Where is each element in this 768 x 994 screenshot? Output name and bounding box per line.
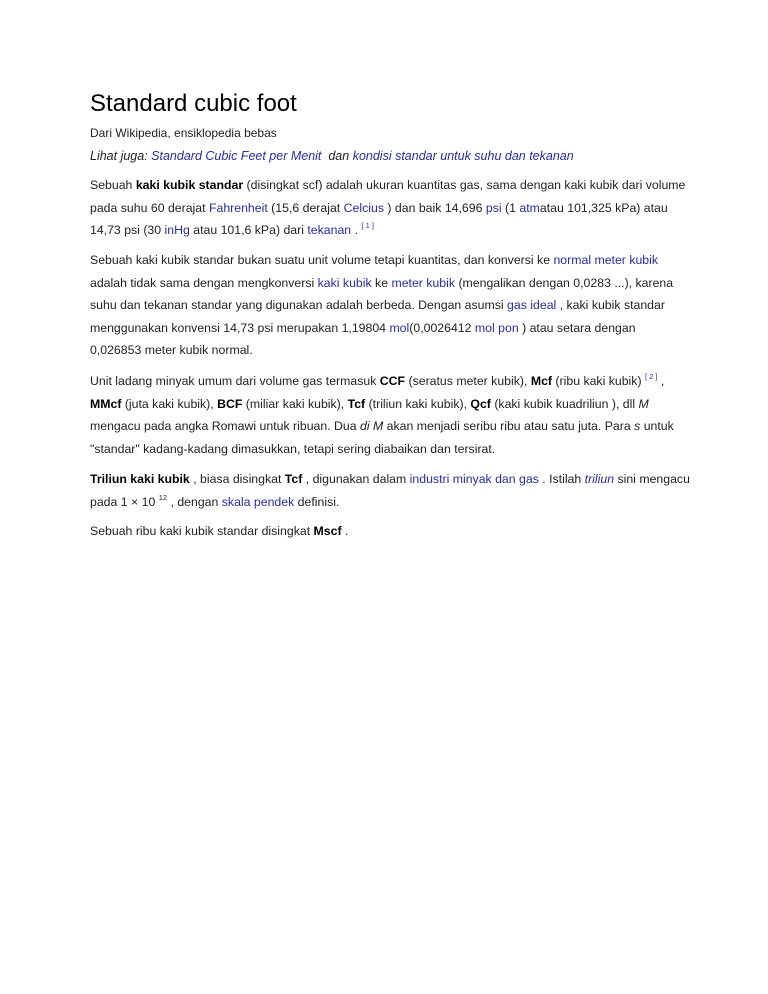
text: ke <box>371 275 392 290</box>
link-normal-meter-kubik[interactable]: normal meter kubik <box>553 253 659 267</box>
link-standard-cubic-feet-per-menit[interactable]: Standard Cubic Feet per Menit <box>151 149 322 163</box>
text: atau 101,6 kPa) dari <box>189 223 308 237</box>
bold-term: Qcf <box>470 396 491 411</box>
link-mol[interactable]: mol <box>389 320 410 335</box>
text: Sebuah ribu kaki kubik standar disingkat <box>90 524 314 538</box>
bold-term: Mcf <box>530 374 553 388</box>
text: Sebuah <box>90 178 136 192</box>
link-industri-minyak-dan-gas[interactable]: industri minyak dan gas <box>409 472 539 486</box>
text: , <box>657 374 665 388</box>
text: (miliar kaki kubik), <box>242 396 348 411</box>
bold-term: Tcf <box>284 472 303 486</box>
reference-1[interactable]: [ 1 ] <box>361 221 374 230</box>
text: Unit ladang minyak umum dari volume gas termasuk <box>90 374 380 388</box>
text: (triliun kaki kubik), <box>365 396 471 411</box>
italic-term: di M <box>360 419 384 433</box>
bold-term: CCF <box>379 374 406 388</box>
text: . <box>341 524 349 538</box>
text: ) atau setara dengan 0,026853 meter kubik normal. <box>90 320 636 357</box>
bold-term: Tcf <box>347 396 366 411</box>
paragraph-3 <box>90 370 690 460</box>
text: , digunakan dalam <box>302 472 410 486</box>
bold-term: kaki kubik standar <box>135 178 244 192</box>
text: Sebuah kaki kubik standar bukan suatu unit volume tetapi kuantitas, dan konversi ke <box>90 253 554 267</box>
text: (disingkat scf) adalah ukuran kuantitas gas, sama dengan kaki kubik dari volume pada suhu 60 derajat <box>90 178 686 215</box>
exponent: 12 <box>158 492 168 502</box>
text: , kaki kubik standar menggunakan konvensi 14,73 psi merupakan 1,19804 <box>90 298 665 335</box>
text: (juta kaki kubik), <box>121 396 218 411</box>
reference-2[interactable]: [ 2 ] <box>644 372 658 381</box>
text: (0,0026412 <box>409 320 475 335</box>
link-celcius[interactable]: Celcius <box>343 200 384 215</box>
see-also-mid: dan <box>328 149 350 163</box>
text: (15,6 derajat <box>267 200 344 215</box>
text: untuk "standar" kadang-kadang dimasukkan, tetapi sering diabaikan dan tersirat. <box>90 419 674 456</box>
paragraph-5 <box>90 520 690 543</box>
link-kondisi-standar[interactable]: kondisi standar untuk suhu dan tekanan <box>352 149 574 163</box>
paragraph-4 <box>90 468 690 513</box>
text: atau 101,325 kPa) atau 14,73 psi (30 <box>90 200 668 237</box>
bold-term: Mscf <box>313 524 342 538</box>
text: , dengan <box>167 494 222 509</box>
text: . <box>351 223 362 237</box>
page-title: Standard cubic foot <box>90 90 297 117</box>
text: mengacu pada angka Romawi untuk ribuan. Dua <box>90 419 361 433</box>
see-also-hatnote <box>90 147 574 165</box>
italic-term: M <box>638 396 649 411</box>
text: definisi. <box>294 494 340 509</box>
link-inhg[interactable]: inHg <box>164 223 190 237</box>
link-mol-pon[interactable]: mol pon <box>474 320 519 335</box>
italic-term: s <box>634 419 641 433</box>
link-atm[interactable]: atm <box>519 200 540 215</box>
link-tekanan[interactable]: tekanan <box>307 223 352 237</box>
paragraph-1 <box>90 174 690 242</box>
text: akan menjadi seribu ribu atau satu juta. Para <box>383 419 635 433</box>
text: (1 <box>501 200 520 215</box>
text: . Istilah <box>538 472 585 486</box>
text: sini mengacu pada 1 × 10 <box>90 472 690 509</box>
page-subtitle: Dari Wikipedia, ensiklopedia bebas <box>90 126 277 140</box>
text: adalah tidak sama dengan mengkonversi <box>90 275 318 290</box>
text: (mengalikan dengan 0,0283 ...), karena suhu dan tekanan standar yang digunakan adalah berbeda. Dengan asumsi <box>90 275 674 312</box>
text: (kaki kubik kuadriliun ), dll <box>490 396 639 411</box>
bold-term: BCF <box>217 396 243 411</box>
text: (ribu kaki kubik) <box>552 374 645 388</box>
bold-term: Triliun kaki kubik <box>90 472 190 486</box>
paragraph-2 <box>90 249 690 362</box>
text: (seratus meter kubik), <box>405 374 531 388</box>
bold-term: MMcf <box>90 396 122 411</box>
link-triliun[interactable]: triliun <box>584 472 615 486</box>
text: , biasa disingkat <box>189 472 285 486</box>
link-kaki-kubik[interactable]: kaki kubik <box>317 275 372 290</box>
link-gas-ideal[interactable]: gas ideal <box>507 298 557 312</box>
link-psi[interactable]: psi <box>485 200 502 215</box>
link-fahrenheit[interactable]: Fahrenheit <box>208 200 268 215</box>
text: ) dan baik 14,696 <box>383 200 486 215</box>
link-meter-kubik[interactable]: meter kubik <box>391 275 456 290</box>
see-also-prefix: Lihat juga: <box>90 149 148 163</box>
link-skala-pendek[interactable]: skala pendek <box>221 494 295 509</box>
